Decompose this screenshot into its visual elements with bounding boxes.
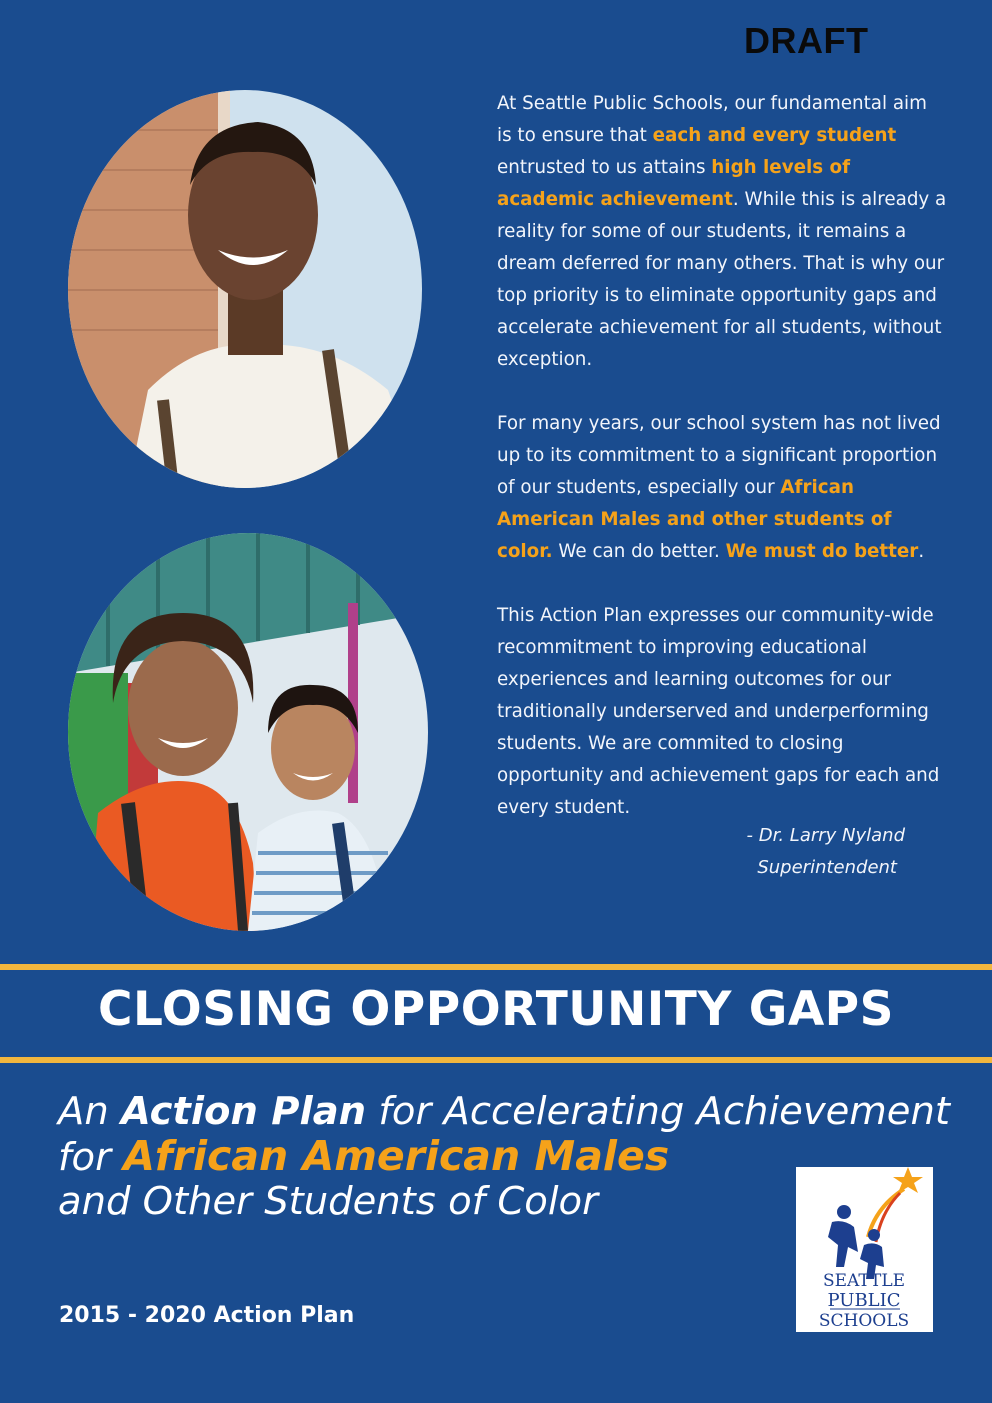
banner-top-rule bbox=[0, 964, 992, 970]
signature-name: - Dr. Larry Nyland bbox=[746, 825, 905, 846]
signature-role: Superintendent bbox=[757, 857, 897, 878]
letter-highlight: high levels of academic achievement bbox=[497, 157, 851, 210]
letter-text: . bbox=[918, 541, 925, 562]
letter-paragraph-3: This Action Plan expresses our community-wide recommitment to improving educational experiences and learning outcomes for our traditionally underserved and underperforming students. We are commited to closing opportunity and achievement gaps for each and every student. bbox=[497, 605, 940, 818]
banner-bottom-rule bbox=[0, 1057, 992, 1063]
student-photo-1 bbox=[68, 90, 422, 488]
letter-text: We can do better. bbox=[552, 541, 726, 562]
logo-line-2: PUBLIC bbox=[827, 1290, 901, 1311]
subtitle-text: for bbox=[58, 1135, 124, 1180]
letter-paragraph-1 bbox=[497, 88, 947, 376]
logo-line-3: SCHOOLS bbox=[818, 1311, 910, 1331]
subtitle-highlight: African American Males bbox=[123, 1132, 670, 1180]
plan-years: 2015 - 2020 Action Plan bbox=[59, 1303, 355, 1328]
banner-title: CLOSING OPPORTUNITY GAPS bbox=[98, 982, 894, 1037]
letter-text: For many years, our school system has not lived up to its commitment to a significant proportion of our students, especially our bbox=[497, 413, 941, 498]
letter-paragraph-2 bbox=[497, 408, 947, 568]
letter-highlight: We must do better bbox=[725, 541, 919, 562]
draft-watermark: DRAFT bbox=[744, 20, 869, 61]
subtitle-text: for Accelerating Achievement bbox=[366, 1089, 950, 1134]
subtitle-line-1 bbox=[58, 1090, 958, 1134]
star-icon bbox=[893, 1167, 923, 1193]
letter-highlight: each and every student bbox=[652, 125, 897, 146]
superintendent-letter bbox=[497, 88, 947, 856]
letter-text: At Seattle Public Schools, our fundamental aim is to ensure that bbox=[497, 93, 927, 146]
subtitle-line-3: and Other Students of Color bbox=[58, 1179, 598, 1224]
letter-text: entrusted to us attains bbox=[497, 157, 712, 178]
signature-block bbox=[0, 820, 905, 884]
seattle-public-schools-logo bbox=[796, 1167, 933, 1332]
subtitle-text: An bbox=[58, 1089, 121, 1134]
letter-highlight: African American Males and other students of color. bbox=[497, 477, 892, 562]
letter-text: . While this is already a reality for some of our students, it remains a dream deferred for many others. That is why our top priority is to eliminate opportunity gaps and accelerate achievement for all students, without exception. bbox=[497, 189, 947, 370]
logo-line-1: SEATTLE bbox=[822, 1271, 906, 1291]
subtitle-emphasis: Action Plan bbox=[120, 1089, 367, 1134]
